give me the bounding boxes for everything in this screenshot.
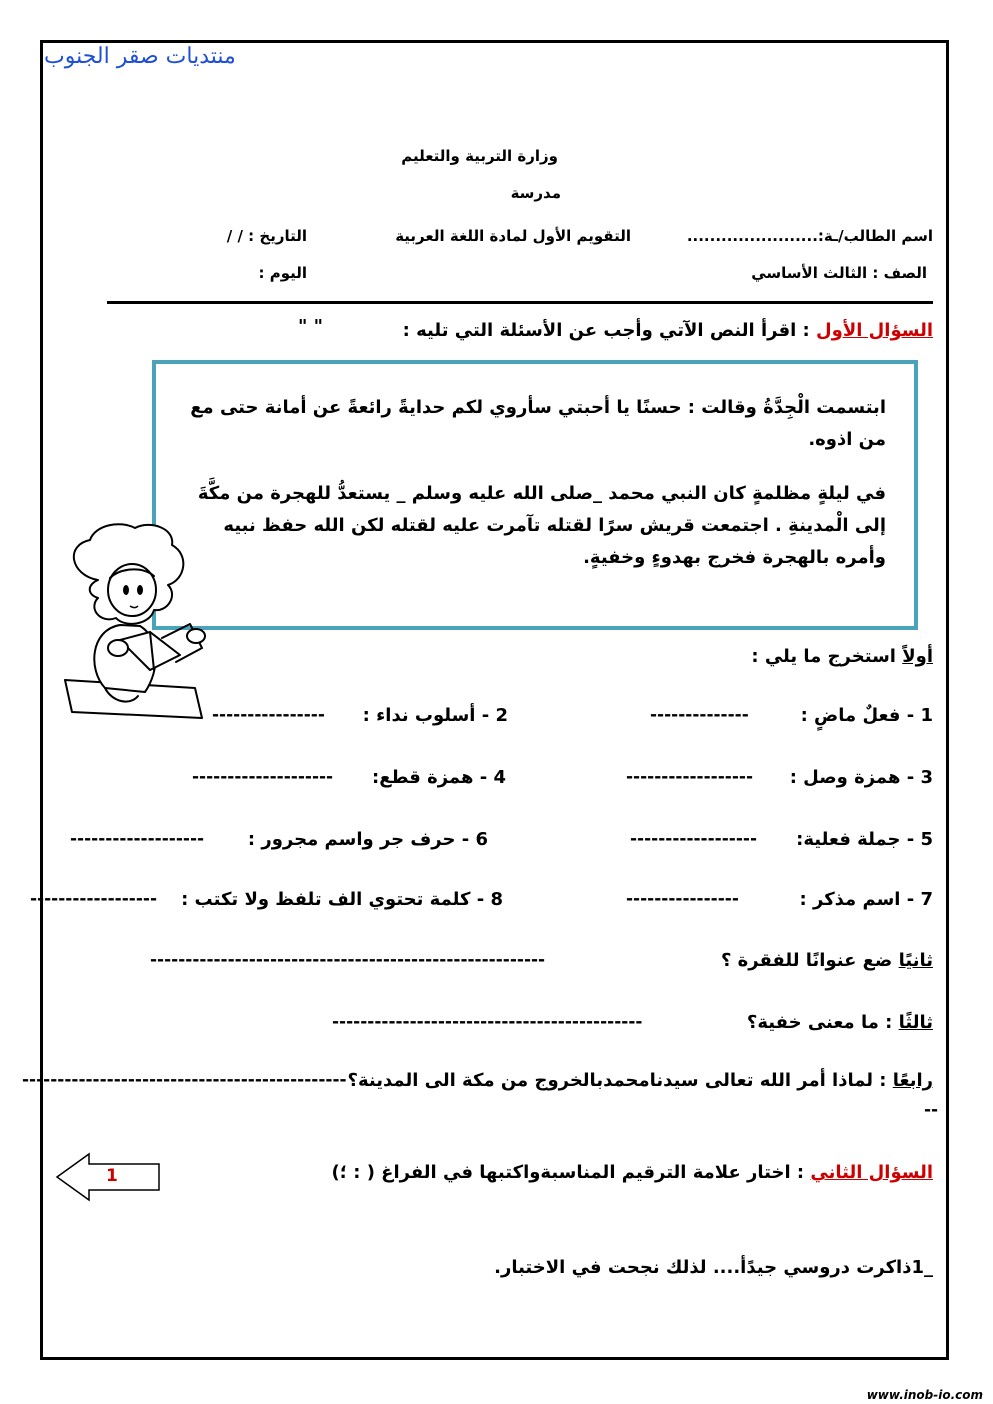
section2-heading bbox=[721, 950, 933, 971]
item-8-label: 8 - كلمة تحتوي الف تلفظ ولا تكتب : bbox=[181, 889, 503, 910]
section4-title: رابعًا bbox=[892, 1070, 933, 1091]
q2-heading bbox=[332, 1162, 933, 1183]
section3-title: ثالثًا bbox=[898, 1012, 933, 1033]
footer-url: www.inob-io.com bbox=[866, 1388, 983, 1402]
day-field: اليوم : bbox=[258, 264, 307, 282]
section2-text: ضع عنوانًا للفقرة ؟ bbox=[720, 950, 893, 971]
item-2-blank: ---------------- bbox=[212, 705, 325, 725]
page-number: 1 bbox=[106, 1166, 118, 1186]
item-6-blank: ------------------- bbox=[70, 829, 205, 849]
item-6-label: 6 - حرف جر واسم مجرور : bbox=[247, 829, 488, 850]
section2-title: ثانيًا bbox=[898, 950, 933, 971]
passage-paragraph-2: في ليلةٍ مظلمةٍ كان النبي محمد _صلى الله عليه وسلم _ يستعدُّ للهجرة من مكَّةَ إلى الْمدينةِ . اجتمعت قريش سرًا لقتله تآمرت عليه لقتله لكن الله حفظ نبيه وأمره بالهجرة فخرج بهدوءٍ وخفيةٍ. bbox=[197, 483, 886, 568]
q2-title: السؤال الثاني bbox=[810, 1162, 933, 1183]
section4-blank-continued: -- bbox=[924, 1100, 939, 1120]
q2-instruction: : اختار علامة الترقيم المناسبةواكتبها في الفراغ ( : ؛) bbox=[331, 1162, 805, 1183]
item-4-label: 4 - همزة قطع: bbox=[372, 767, 506, 788]
ministry-header: وزارة التربية والتعليم bbox=[401, 147, 558, 165]
reading-passage bbox=[152, 360, 918, 630]
grade-label: الصف : الثالث الأساسي bbox=[751, 264, 927, 282]
section4-heading bbox=[348, 1070, 933, 1091]
school-label: مدرسة bbox=[510, 184, 561, 202]
q1-title: السؤال الأول bbox=[816, 320, 933, 341]
item-5-label: 5 - جملة فعلية: bbox=[796, 829, 933, 850]
q2-sentence-1: _1ذاكرت دروسي جيدًأ.... لذلك نجحت في الاختبار. bbox=[494, 1257, 933, 1278]
section4-text: : لماذا أمر الله تعالى سيدنامحمدبالخروج من مكة الى المدينة؟ bbox=[347, 1070, 887, 1091]
exam-title: التقويم الأول لمادة اللغة العربية bbox=[395, 227, 631, 245]
q1-quotes: " " bbox=[298, 316, 324, 337]
reading-girl-illustration bbox=[50, 520, 220, 730]
forum-name: منتديات صقر الجنوب bbox=[44, 44, 236, 69]
item-3-label: 3 - همزة وصل : bbox=[789, 767, 933, 788]
header-divider bbox=[107, 301, 933, 304]
q1-heading bbox=[403, 320, 933, 341]
section1-title: أولاً bbox=[902, 646, 933, 667]
section4-blank: ---------------------------------------------- bbox=[22, 1070, 347, 1090]
section1-heading bbox=[751, 646, 933, 667]
item-3-blank: ------------------ bbox=[626, 767, 754, 787]
item-5-blank: ------------------ bbox=[630, 829, 758, 849]
date-field: التاريخ : / / bbox=[226, 227, 307, 245]
item-1-label: 1 - فعلٌ ماضٍ : bbox=[800, 705, 933, 726]
section2-blank: -------------------------------------------------------- bbox=[150, 950, 546, 970]
section3-heading bbox=[747, 1012, 933, 1033]
item-7-blank: ---------------- bbox=[626, 889, 739, 909]
section1-instruction: استخرج ما يلي : bbox=[751, 646, 896, 667]
passage-paragraph-1: ابتسمت الْجِدَّةُ وقالت : حسنًا يا أحبتي سأروي لكم حدايةً رائعةً عن أمانة حتى مع من اذوه. bbox=[190, 397, 886, 450]
item-1-blank: -------------- bbox=[650, 705, 749, 725]
student-name-field: اسم الطالب/ـة:....................... bbox=[686, 227, 933, 245]
section3-text: : ما معنى خفية؟ bbox=[746, 1012, 893, 1033]
item-2-label: 2 - أسلوب نداء : bbox=[362, 705, 508, 726]
item-4-blank: -------------------- bbox=[192, 767, 334, 787]
section3-blank: -------------------------------------------- bbox=[332, 1012, 643, 1032]
q1-instruction: : اقرأ النص الآتي وأجب عن الأسئلة التي تليه : bbox=[402, 320, 810, 341]
item-7-label: 7 - اسم مذكر : bbox=[799, 889, 933, 910]
item-8-blank: ------------------ bbox=[30, 889, 158, 909]
